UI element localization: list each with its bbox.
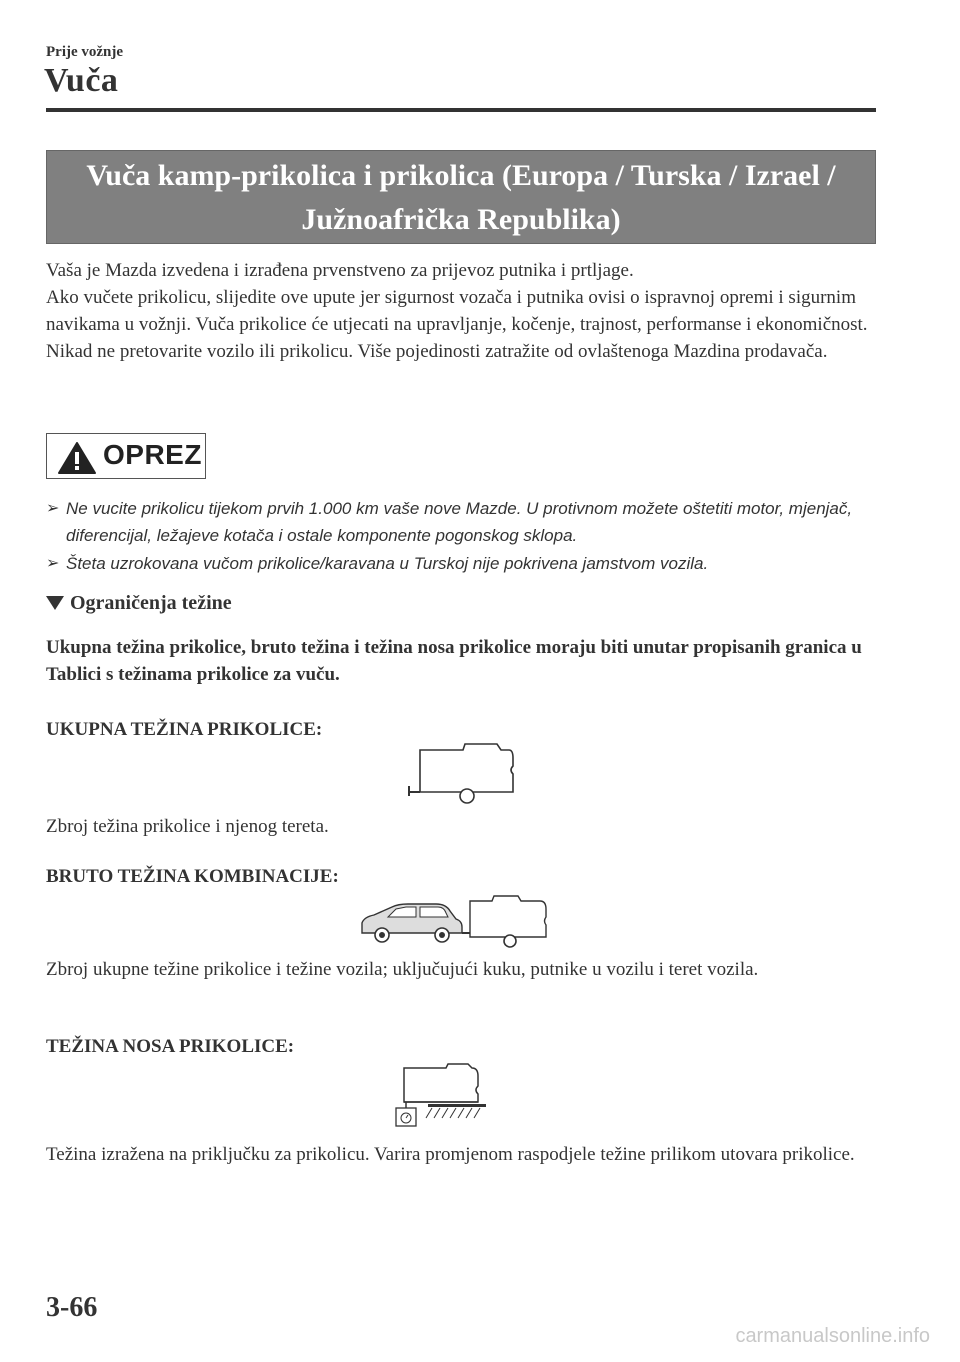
caution-item-text: Šteta uzrokovana vučom prikolice/karavana u Turskoj nije pokrivena jamstvom vozila.	[66, 554, 709, 573]
caution-item	[46, 495, 876, 549]
watermark: carmanualsonline.info	[735, 1325, 930, 1347]
weight-limits-intro: Ukupna težina prikolice, bruto težina i težina nosa prikolice moraju biti unutar propisanih granica u Tablici s težinama prikolice za vuču.	[46, 637, 862, 685]
weight-limits-heading	[46, 592, 232, 615]
header-divider	[46, 108, 876, 112]
caution-label-box	[46, 433, 206, 479]
banner-line-2: Južnoafrička Republika)	[301, 203, 621, 236]
gross-combination-weight-label: BRUTO TEŽINA KOMBINACIJE:	[46, 866, 339, 887]
gross-combination-weight-description: Zbroj ukupne težine prikolice i težine vozila; uključujući kuku, putnike u vozilu i teret vozila.	[46, 959, 759, 980]
arrow-right-icon: ➢	[46, 555, 60, 572]
caution-item	[46, 550, 876, 577]
intro-paragraph: Nikad ne pretovarite vozilo ili prikolicu. Više pojedinosti zatražite od ovlaštenoga Mazdina prodavača.	[46, 341, 828, 362]
banner-line-1: Vuča kamp-prikolica i prikolica (Europa / Turska / Izrael /	[86, 159, 836, 192]
gross-trailer-weight-label: UKUPNA TEŽINA PRIKOLICE:	[46, 719, 323, 740]
caution-label: OPREZ	[103, 439, 202, 470]
triangle-down-icon	[46, 596, 64, 610]
tongue-weight-description: Težina izražena na priključku za prikolicu. Varira promjenom raspodjele težine prilikom utovara prikolice.	[46, 1144, 855, 1165]
section-title: Vuča	[44, 62, 119, 99]
intro-paragraph: Ako vučete prikolicu, slijedite ove upute jer sigurnost vozača i putnika ovisi o ispravnoj opremi i sigurnim navikama u vožnji. Vuča prikolice će utjecati na upravljanje, kočenje, trajnost, performanse i ekonomičnost.	[46, 287, 868, 335]
intro-paragraph: Vaša je Mazda izvedena i izrađena prvenstveno za prijevoz putnika i prtljage.	[46, 260, 634, 281]
weight-limits-heading-text: Ograničenja težine	[70, 592, 232, 614]
topic-banner	[46, 150, 876, 244]
gross-trailer-weight-description: Zbroj težina prikolice i njenog tereta.	[46, 816, 329, 837]
page-number: 3-66	[46, 1292, 98, 1323]
trailer-on-scale-icon	[392, 1062, 492, 1132]
tongue-weight-label: TEŽINA NOSA PRIKOLICE:	[46, 1036, 295, 1057]
caution-item-text: Ne vucite prikolicu tijekom prvih 1.000 km vaše nove Mazde. U protivnom možete oštetiti motor, mjenjač, diferencijal, ležajeve kotača i ostale komponente pogonskog sklopa.	[66, 499, 853, 545]
arrow-right-icon: ➢	[46, 500, 60, 517]
chapter-title: Prije vožnje	[46, 44, 124, 60]
intro-text	[46, 257, 876, 365]
trailer-icon	[405, 740, 525, 810]
warning-triangle-icon	[57, 441, 97, 475]
car-with-trailer-icon	[358, 893, 554, 951]
